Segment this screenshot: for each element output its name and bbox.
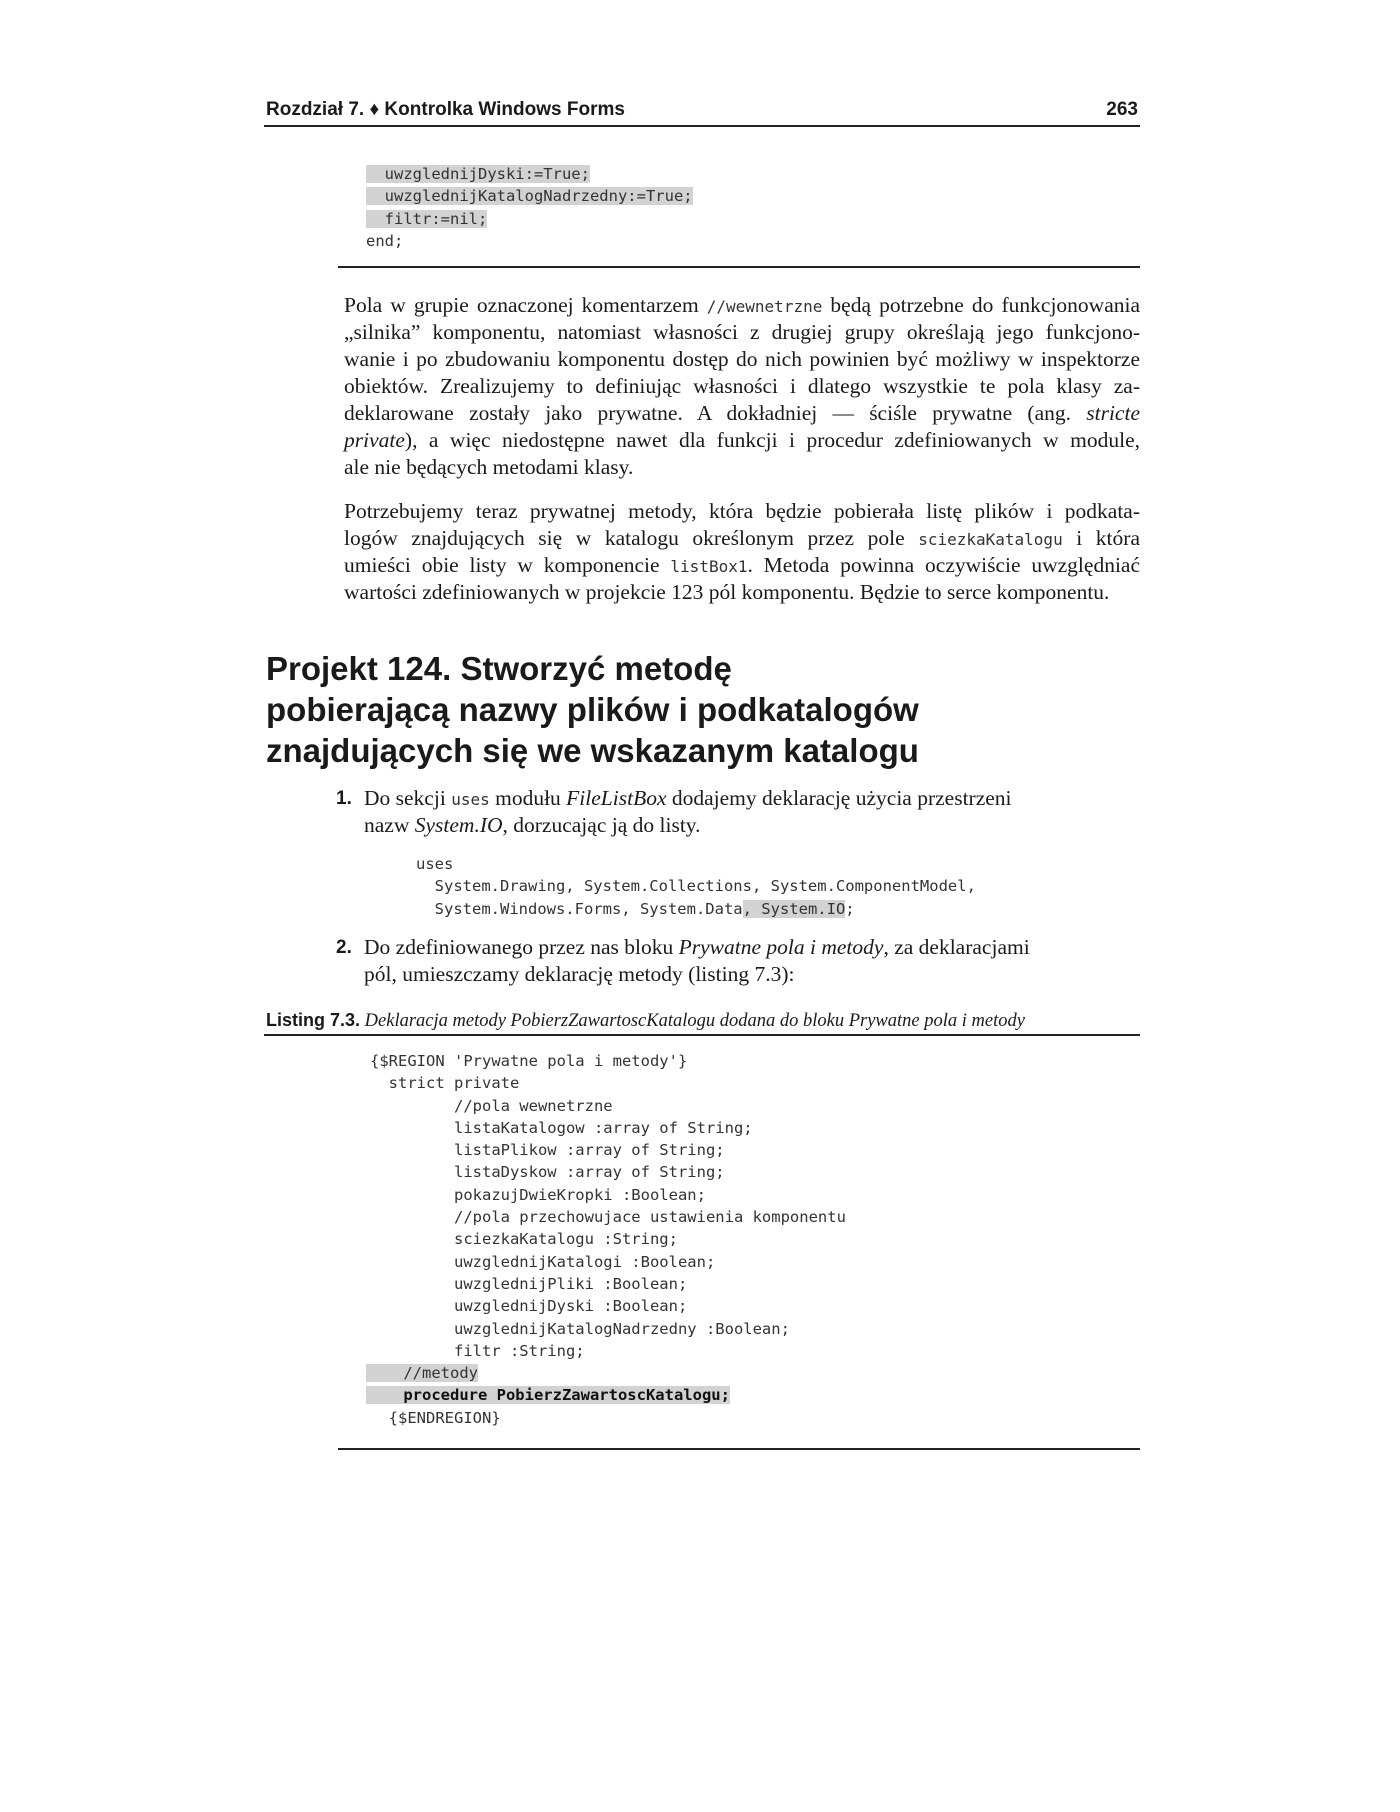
text-line: wartości zdefiniowanych w projekcie 123 pól komponentu. Będzie to serce komponentu. <box>344 580 1110 604</box>
step-1: 1. Do sekcji uses modułu FileListBox dodajemy deklarację użycia przestrzeni nazw System.IO, dorzucając ją do listy. <box>336 786 1012 837</box>
code-line: {$REGION 'Prywatne pola i metody'} <box>370 1052 688 1070</box>
text-line: Potrzebujemy teraz prywatnej metody, która będzie pobierała listę plików i podkata- <box>344 499 1140 523</box>
step-2: 2. Do zdefiniowanego przez nas bloku Prywatne pola i metody, za deklaracjami pól, umieszczamy deklarację metody (listing 7.3): <box>336 935 1030 986</box>
listing-caption-text: Deklaracja metody PobierzZawartoscKatalogu dodana do bloku Prywatne pola i metody <box>364 1011 1025 1031</box>
code-line: listaPlikow :array of String; <box>370 1141 725 1160</box>
running-header <box>266 99 1138 121</box>
code-line: end; <box>366 231 404 250</box>
listing-top-rule <box>264 1034 1140 1036</box>
code-line: uwzglednijDyski:=True; <box>366 165 590 183</box>
code-block-uses <box>416 853 976 920</box>
step-number: 2. <box>336 937 352 958</box>
text-line: umieści obie listy w komponencie listBox1. Metoda powinna oczywiście uwzględniać <box>344 553 1141 577</box>
listing-caption <box>266 1010 1146 1032</box>
code-line: uwzglednijDyski :Boolean; <box>370 1297 688 1316</box>
text-line: ale nie będących metodami klasy. <box>344 455 634 479</box>
code-line: uwzglednijKatalogNadrzedny :Boolean; <box>370 1319 790 1338</box>
code-line: pokazujDwieKropki :Boolean; <box>370 1185 706 1204</box>
chapter-title: Rozdział 7. ♦ Kontrolka Windows Forms <box>266 99 625 120</box>
code-line: uses <box>416 855 454 873</box>
listing-code <box>366 1050 846 1429</box>
code-line: //pola przechowujace ustawienia komponentu <box>370 1208 846 1227</box>
code-line-highlighted: //metody <box>366 1364 478 1383</box>
code-line: filtr:=nil; <box>366 209 488 228</box>
text-line: Pola w grupie oznaczonej komentarzem //wewnetrzne będą potrzebne do funkcjonowania <box>344 293 1141 317</box>
code-line: System.Windows.Forms, System.Data, System.IO; <box>416 899 855 918</box>
code-line: {$ENDREGION} <box>370 1408 501 1427</box>
text-line: deklarowane zostały jako prywatne. A dokładniej — ściśle prywatne (ang. stricte <box>344 401 1140 425</box>
code-line: listaDyskow :array of String; <box>370 1163 725 1182</box>
code-line: //pola wewnetrzne <box>370 1096 613 1115</box>
step-number: 1. <box>336 788 352 809</box>
code-line: uwzglednijPliki :Boolean; <box>370 1274 688 1293</box>
text-line: logów znajdujących się w katalogu określonym przez pole sciezkaKatalogu i która <box>344 526 1140 550</box>
code-line: sciezkaKatalogu :String; <box>370 1230 678 1249</box>
section-heading: Projekt 124. Stworzyć metodę pobierającą nazwy plików i podkatalogów znajdujących się we wskazanym katalogu <box>266 650 919 769</box>
code-line: uwzglednijKatalogNadrzedny:=True; <box>366 187 693 206</box>
code-block-top <box>366 163 693 252</box>
text-line: private), a więc niedostępne nawet dla funkcji i procedur zdefiniowanych w module, <box>344 428 1140 452</box>
text-line: wanie i po zbudowaniu komponentu dostęp do nich powinien być możliwy w inspektorze <box>344 347 1140 371</box>
listing-label: Listing 7.3. <box>266 1010 361 1030</box>
header-rule <box>264 125 1140 127</box>
code-line: System.Drawing, System.Collections, System.ComponentModel, <box>416 877 976 896</box>
listing-bottom-rule <box>338 1448 1140 1450</box>
text-line: „silnika” komponentu, natomiast własności z drugiej grupy określają jego funkcjono- <box>344 320 1140 344</box>
code-end-rule <box>338 266 1140 268</box>
code-line-highlighted: procedure PobierzZawartoscKatalogu; <box>366 1386 730 1405</box>
code-line: strict private <box>370 1074 520 1093</box>
code-line: uwzglednijKatalogi :Boolean; <box>370 1252 716 1271</box>
paragraph-2 <box>344 498 1140 606</box>
text-line: obiektów. Zrealizujemy to definiując własności i dlatego wszystkie te pola klasy za- <box>344 374 1140 398</box>
paragraph-1 <box>344 292 1140 481</box>
code-line: listaKatalogow :array of String; <box>370 1118 753 1137</box>
code-line: filtr :String; <box>370 1341 585 1360</box>
page-number: 263 <box>1106 99 1138 120</box>
